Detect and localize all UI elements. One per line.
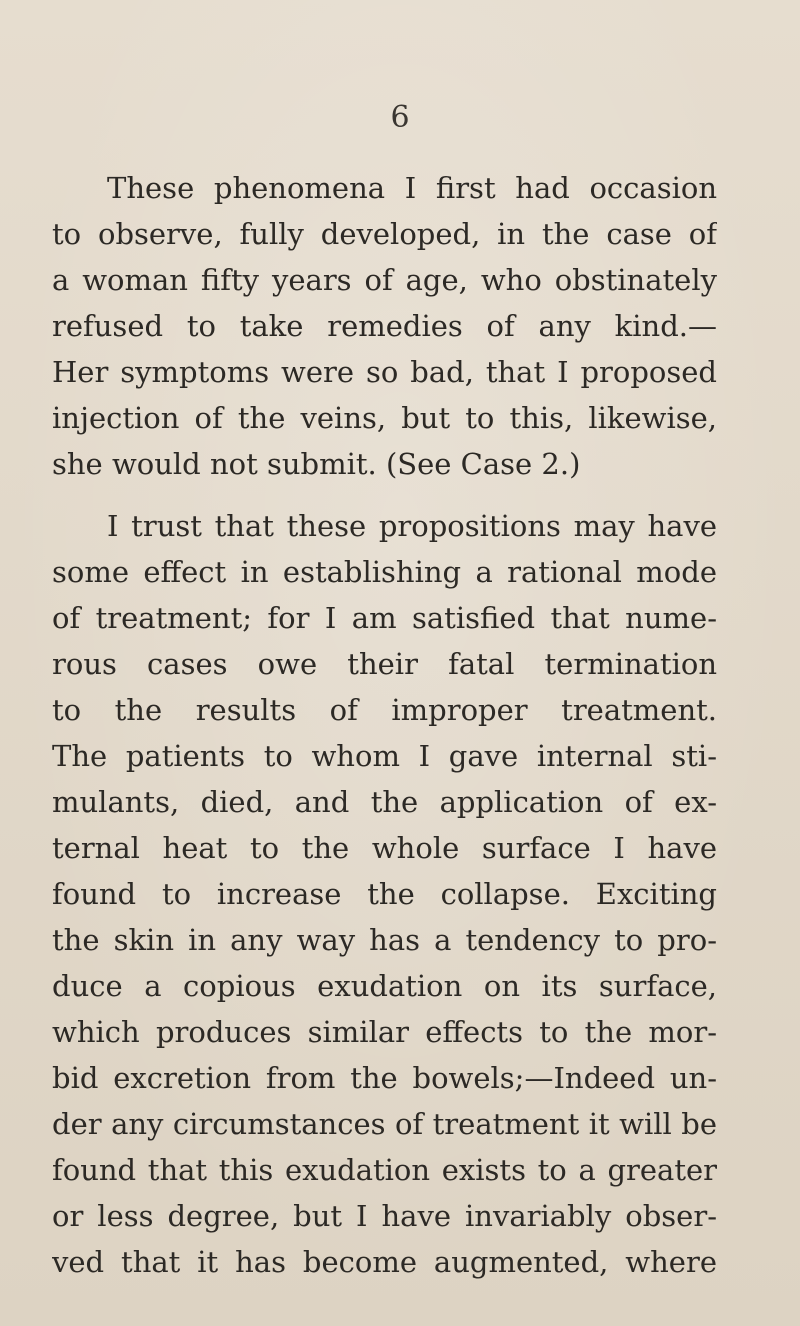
text-line: found that this exudation exists to a greater (52, 1153, 717, 1187)
text-line: bid excretion from the bowels;—Indeed un- (52, 1061, 717, 1095)
text-line: or less degree, but I have invariably obser- (52, 1199, 717, 1233)
text-line: of treatment; for I am satisfied that nume- (52, 601, 717, 635)
page-number: 6 (390, 100, 410, 135)
paragraph-2 (52, 503, 717, 1285)
text-line: rous cases owe their fatal termination (52, 647, 717, 681)
text-line: I trust that these propositions may have (107, 509, 717, 543)
text-line: some effect in establishing a rational mode (52, 555, 717, 589)
text-line: the skin in any way has a tendency to pro- (52, 923, 717, 957)
text-line: to the results of improper treatment. (52, 693, 717, 727)
text-line: der any circumstances of treatment it will be (52, 1107, 717, 1141)
text-line: ternal heat to the whole surface I have (52, 831, 717, 865)
text-line: refused to take remedies of any kind.— (52, 309, 717, 343)
text-line: duce a copious exudation on its surface, (52, 969, 717, 1003)
text-line: she would not submit. (See Case 2.) (52, 447, 581, 481)
text-line: Her symptoms were so bad, that I proposed (52, 355, 717, 389)
text-line: These phenomena I first had occasion (107, 171, 717, 205)
text-line: which produces similar effects to the mor- (52, 1015, 717, 1049)
text-line: mulants, died, and the application of ex- (52, 785, 717, 819)
text-line: ved that it has become augmented, where (52, 1245, 717, 1279)
text-line: injection of the veins, but to this, likewise, (52, 401, 717, 435)
paragraph-1 (52, 165, 717, 487)
text-line: found to increase the collapse. Exciting (52, 877, 717, 911)
text-line: a woman fifty years of age, who obstinately (52, 263, 717, 297)
text-line: The patients to whom I gave internal sti- (52, 739, 717, 773)
text-line: to observe, fully developed, in the case of (52, 217, 717, 251)
